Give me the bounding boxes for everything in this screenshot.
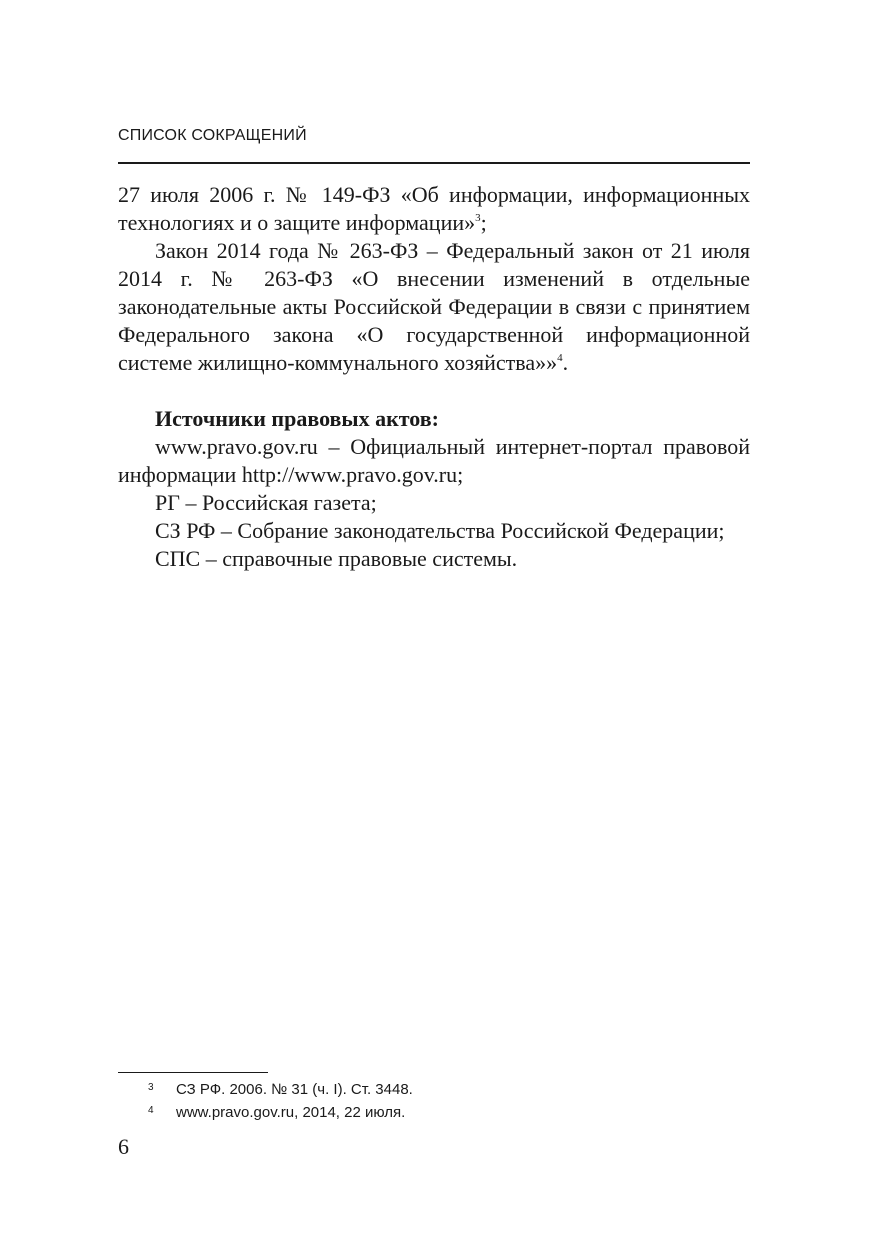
footnote-item bbox=[118, 1101, 750, 1124]
paragraph-text: Закон 2014 года № 263-ФЗ – Федеральный закон от 21 июля 2014 г. № 263-ФЗ «О внесении изменений в отдельные законодательные акты Российской Федерации в связи с принятием Федерального закона «О государственной информационной системе жилищно-коммунального хозяйства»» bbox=[118, 238, 750, 375]
footnote-text: СЗ РФ. 2006. № 31 (ч. I). Ст. 3448. bbox=[176, 1081, 413, 1098]
footnote-ref: 4 bbox=[557, 352, 563, 364]
paragraph-tail: . bbox=[562, 350, 569, 375]
source-item-sz-rf: СЗ РФ – Собрание законодательства Российской Федерации; bbox=[155, 518, 725, 543]
source-item-sps: СПС – справочные правовые системы. bbox=[155, 546, 518, 571]
footnote-item bbox=[118, 1078, 750, 1101]
paragraph-law-149 bbox=[118, 181, 750, 237]
footnote-ref: 3 bbox=[475, 212, 481, 224]
footnotes bbox=[118, 1078, 750, 1124]
running-head-title: СПИСОК СОКРАЩЕНИЙ bbox=[118, 127, 307, 144]
footnote-rule bbox=[118, 1072, 268, 1073]
main-text bbox=[118, 181, 750, 573]
source-item-pravo: www.pravo.gov.ru – Официальный интернет-портал правовой информации http://www.pravo.gov.ru; bbox=[118, 434, 750, 487]
paragraph-text: 27 июля 2006 г. № 149-ФЗ «Об информации, информационных технологиях и о защите информации» bbox=[118, 182, 750, 235]
paragraph-law-263 bbox=[118, 237, 750, 377]
header-rule bbox=[118, 162, 750, 164]
footnote-mark: 3 bbox=[148, 1082, 154, 1093]
page-number: 6 bbox=[118, 1134, 129, 1159]
paragraph-tail: ; bbox=[480, 210, 487, 235]
footnote-text: www.pravo.gov.ru, 2014, 22 июля. bbox=[176, 1104, 406, 1121]
sources-heading: Источники правовых актов: bbox=[155, 406, 439, 431]
footnote-mark: 4 bbox=[148, 1105, 154, 1116]
source-item-rg: РГ – Российская газета; bbox=[155, 490, 377, 515]
